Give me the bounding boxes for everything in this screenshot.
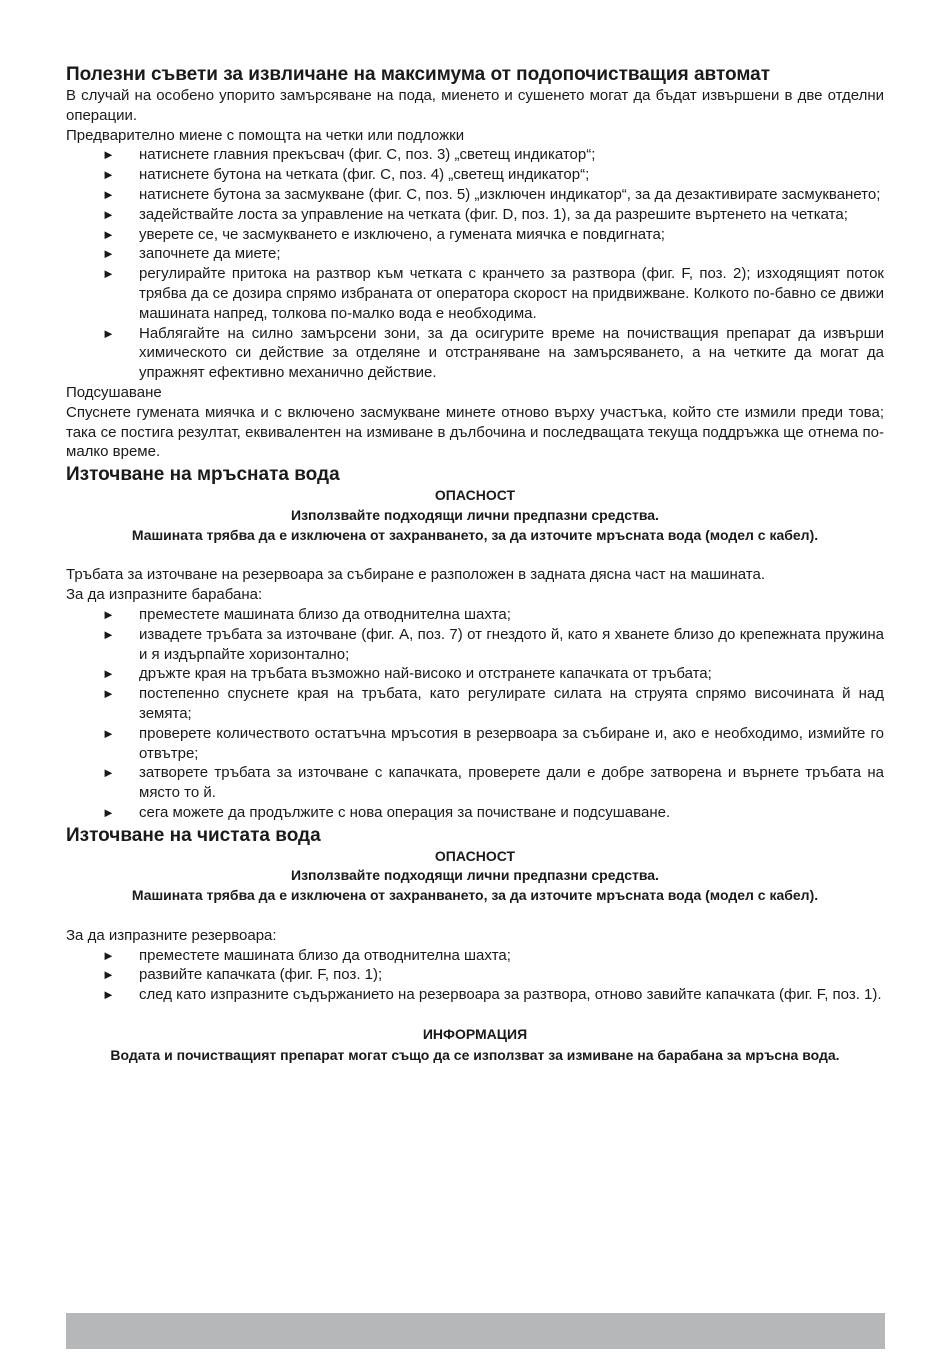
spacer [66, 546, 884, 566]
danger-line: Използвайте подходящи лични предпазни средства. [291, 506, 659, 523]
bullet-arrow-icon: ► [102, 206, 115, 222]
bullet-arrow-icon: ► [102, 226, 115, 242]
bullet-arrow-icon: ► [102, 186, 115, 202]
prewash-subheading: Предварително миене с помощта на четки или подложки [66, 126, 465, 144]
bullet-arrow-icon: ► [102, 266, 115, 282]
bullet-arrow-icon: ► [102, 325, 115, 341]
clean-water-steps-list [66, 946, 884, 1005]
list-item: ► развийте капачката (фиг. F, поз. 1); [102, 966, 383, 984]
list-item: ► започнете да миете; [102, 245, 281, 263]
bullet-arrow-icon: ► [102, 666, 115, 682]
list-item: ► дръжте края на тръбата възможно най-високо и отстранете капачката от тръбата; [102, 665, 712, 683]
spacer [66, 906, 884, 926]
list-item: ► уверете се, че засмукването е изключено, а гумената миячка е повдигната; [102, 225, 665, 243]
bullet-arrow-icon: ► [102, 626, 115, 642]
drying-subheading: Подсушаване [66, 383, 162, 401]
clean-water-intro: За да изпразните резервоара: [66, 926, 277, 944]
bullet-arrow-icon: ► [102, 147, 115, 163]
spacer [66, 1005, 884, 1025]
list-item: ► проверете количеството остатъчна мръсотия в резервоара за събиране и, ако е необходимо, измийте го отвътре; [102, 724, 884, 762]
danger-heading: ОПАСНОСТ [434, 487, 516, 504]
list-item: ► извадете тръбата за източване (фиг. A, поз. 7) от гнездото й, като я хванете близо до крепежната пружина и я издърпайте хоризонтално; [102, 625, 884, 663]
bullet-arrow-icon: ► [102, 167, 115, 183]
info-text: Водата и почистващият препарат могат също да се използват за измиване на барабана за мръсна вода. [110, 1046, 840, 1063]
document-page [66, 63, 884, 1065]
list-item: ► натиснете главния прекъсвач (фиг. C, поз. 3) „светещ индикатор“; [102, 146, 596, 164]
list-item: ► преместете машината близо да отводнителна шахта; [102, 605, 511, 623]
danger-line: Машината трябва да е изключена от захранването, за да източите мръсната вода (модел с кабел). [131, 526, 819, 543]
dirty-water-intro: За да изпразните барабана: [66, 586, 263, 604]
footer-bar [66, 1313, 885, 1349]
tips-intro: В случай на особено упорито замърсяване на пода, миенето и сушенето могат да бъдат извършени в две отделни операции. [66, 87, 884, 124]
danger-notice [66, 847, 884, 906]
list-item: ► преместете машината близо да отводнителна шахта; [102, 946, 511, 964]
bullet-arrow-icon: ► [102, 725, 115, 741]
bullet-arrow-icon: ► [102, 987, 115, 1003]
danger-heading: ОПАСНОСТ [434, 847, 516, 864]
info-notice [66, 1025, 884, 1065]
list-item: ► регулирайте притока на разтвор към четката с кранчето за разтвора (фиг. F, поз. 2); изходящият поток трябва да се дозира спрямо избраната от оператора скорост на придвижване. Колкото по-бавно се движи машината напред, толкова по-малко вода е необходима. [102, 265, 884, 322]
list-item: ► Наблягайте на силно замърсени зони, за да осигурите време на почистващия препарат да извърши химическото си действие за отделяне и отстраняване на замърсяването, а на четките да могат да упражнят ефективно механично действие. [102, 324, 884, 382]
dirty-water-steps-list [66, 605, 884, 823]
list-item: ► сега можете да продължите с нова операция за почистване и подсушаване. [102, 803, 671, 821]
bullet-arrow-icon: ► [102, 804, 115, 820]
drying-text: Спуснете гумената миячка и с включено засмукване минете отново върху участъка, който сте измили преди това; така се постига резултат, еквивалентен на измиване в дълбочина и последващата текуща поддръжка ще отнема по-малко време. [66, 403, 884, 461]
bullet-arrow-icon: ► [102, 765, 115, 781]
danger-line: Използвайте подходящи лични предпазни средства. [291, 867, 659, 884]
danger-notice [66, 486, 884, 545]
danger-line: Машината трябва да е изключена от захранването, за да източите мръсната вода (модел с кабел). [131, 887, 819, 904]
dirty-water-text: Тръбата за източване на резервоара за събиране е разположен в задната дясна част на машината. [66, 566, 766, 584]
bullet-arrow-icon: ► [102, 606, 115, 622]
list-item: ► след като изпразните съдържанието на резервоара за разтвора, отново завийте капачката (фиг. F, поз. 1). [102, 986, 882, 1004]
section-title-tips: Полезни съвети за извличане на максимума от подопочистващия автомат [66, 64, 771, 85]
list-item: ► затворете тръбата за източване с капачката, проверете дали е добре затворена и върнете тръбата на място то й. [102, 764, 884, 802]
bullet-arrow-icon: ► [102, 967, 115, 983]
bullet-arrow-icon: ► [102, 686, 115, 702]
section-title-dirty-water: Източване на мръсната вода [66, 464, 340, 486]
list-item: ► натиснете бутона за засмукване (фиг. C, поз. 5) „изключен индикатор“, за да дезактивирате засмукването; [102, 185, 881, 203]
section-title-clean-water: Източване на чистата вода [66, 824, 321, 846]
prewash-steps-list [66, 145, 884, 383]
info-heading: ИНФОРМАЦИЯ [422, 1025, 528, 1042]
bullet-arrow-icon: ► [102, 947, 115, 963]
list-item: ► натиснете бутона на четката (фиг. C, поз. 4) „светещ индикатор“; [102, 166, 590, 184]
list-item: ► постепенно спуснете края на тръбата, като регулирате силата на струята спрямо височината й над земята; [102, 685, 884, 722]
bullet-arrow-icon: ► [102, 246, 115, 262]
list-item: ► задействайте лоста за управление на четката (фиг. D, поз. 1), за да разрешите въртенето на четката; [102, 205, 848, 223]
